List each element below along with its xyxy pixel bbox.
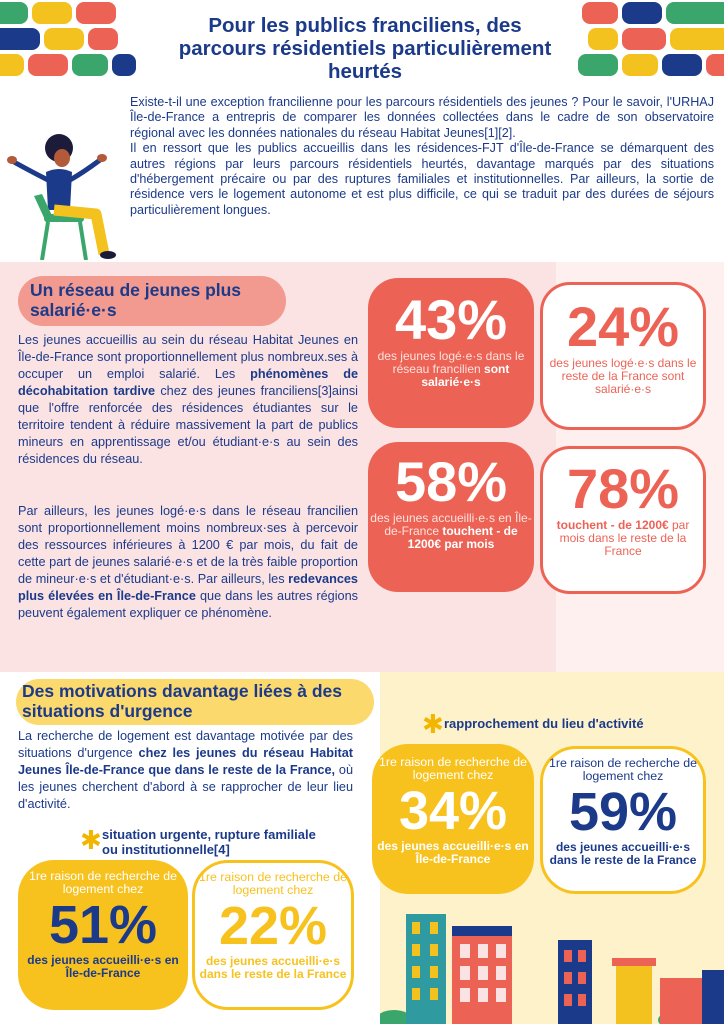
stat-caption: des jeunes accueilli·e·s dans le reste de la France xyxy=(549,840,697,867)
urgency-section-title: Des motivations davantage liées à des situations d'urgence xyxy=(22,681,342,721)
stat-caption: des jeunes logé·e·s dans le reste de la France sont salarié·e·s xyxy=(549,356,697,396)
intro-paragraph-1: Existe-t-il une exception francilienne pour les parcours résidentiels des jeunes ? Pour le savoir, l'URHAJ Île-de-France a entrepris de comparer les données collectées dans le cadre de son observatoire régional avec les données nationales du réseau Habitat Jeunes[1][2]. xyxy=(130,95,714,140)
label-activity-proximity: rapprochement du lieu d'activité xyxy=(444,716,644,731)
stat-card-59 xyxy=(540,746,706,894)
stat-card-58 xyxy=(368,442,534,592)
person-on-chair-illustration xyxy=(4,110,126,260)
stat-value: 24% xyxy=(566,295,680,358)
stat-value: 51% xyxy=(48,895,158,955)
stat-value: 78% xyxy=(566,457,680,520)
stat-caption: des jeunes logé·e·s dans le réseau francilien sont salarié·e·s xyxy=(377,349,525,389)
label-urgent-situation: situation urgente, rupture familiale ou institutionnelle[4] xyxy=(102,827,316,857)
stat-card-24 xyxy=(540,282,706,430)
stat-card-34 xyxy=(372,744,534,894)
stat-value: 34% xyxy=(398,781,508,841)
stat-value: 43% xyxy=(394,288,508,351)
urgency-paragraph: La recherche de logement est davantage motivée par des situations d'urgence chez les jeunes du réseau Habitat Jeunes Île-de-France que dans le reste de la France, où les jeunes cherchent d'abord à se rapprocher de leur lieu d'activité. xyxy=(18,729,354,811)
stat-pre: 1re raison de recherche de logement chez xyxy=(548,756,698,783)
decorative-shapes-left xyxy=(0,0,150,80)
asterisk-icon: ✱ xyxy=(80,825,102,855)
city-buildings-illustration xyxy=(380,900,724,1024)
salaried-section-title: Un réseau de jeunes plus salarié·e·s xyxy=(30,280,242,320)
stat-caption: des jeunes accueilli·e·s dans le reste de la France xyxy=(199,954,347,981)
highlight-redevances: redevances plus élevées en Île-de-France xyxy=(18,572,358,603)
stat-caption: des jeunes accueilli·e·s en Île-de-France xyxy=(27,953,179,980)
stat-caption: touchent - de 1200€ par mois dans le reste de la France xyxy=(556,518,690,558)
stat-card-51 xyxy=(18,860,188,1010)
stat-pre: 1re raison de recherche de logement chez xyxy=(28,869,178,896)
intro-paragraph-2: Il en ressort que les publics accueillis dans les résidences-FJT d'Île-de-France se démarquent des autres régions par leurs parcours résidentiels heurtés, davantage marqués par des situations d'hébergement précaire ou par des ruptures familiales et institutionnelles. Par ailleurs, la sortie de résidence vers le logement autonome et est plus difficile, ce qui se traduit par des durées de séjours particulièrement longues. xyxy=(130,141,714,217)
stat-caption: des jeunes accueilli·e·s en Île-de-France touchent - de 1200€ par mois xyxy=(370,511,532,551)
stat-card-78 xyxy=(540,446,706,594)
stat-caption: des jeunes accueilli·e·s en Île-de-France xyxy=(377,839,529,866)
asterisk-icon: ✱ xyxy=(422,709,444,739)
page-title: Pour les publics franciliens, des parcours résidentiels particulièrement heurtés xyxy=(178,14,552,83)
salaried-paragraph-2: Par ailleurs, les jeunes logé·e·s dans le réseau francilien sont proportionnellement moins nombreux·ses à percevoir des ressources inférieures à 1200 € par mois, du fait de cette part de jeunes salarié·e·s et de la très faible proportion de mineur·e·s et d'étudiant·e·s. Par ailleurs, les redevances plus élevées en Île-de-France que dans les autres régions peuvent également expliquer ce phénomène. xyxy=(18,504,358,620)
stat-pre: 1re raison de recherche de logement chez xyxy=(378,755,528,782)
highlight-decohabitation: phénomènes de décohabitation tardive xyxy=(18,367,358,398)
salaried-paragraph-1: Les jeunes accueillis au sein du réseau Habitat Jeunes en Île-de-France sont proportionnellement plus nombreux.ses à occuper un emploi salarié. Les phénomènes de décohabitation tardive chez des jeunes franciliens[3]ainsi que l'offre renforcée des résidences étudiantes sur le territoire tendent à réduire massivement la part de publics mineurs en apprentissage et/ou étudiant·e·s au sein des résidences du réseau. xyxy=(18,333,359,466)
decorative-shapes-right xyxy=(578,0,724,80)
stat-value: 22% xyxy=(218,896,328,956)
intro-text xyxy=(130,95,714,218)
stat-card-43 xyxy=(368,278,534,428)
stat-value: 59% xyxy=(568,782,678,842)
stat-card-22 xyxy=(192,860,354,1010)
stat-value: 58% xyxy=(394,450,508,513)
stat-pre: 1re raison de recherche de logement chez xyxy=(198,870,348,897)
